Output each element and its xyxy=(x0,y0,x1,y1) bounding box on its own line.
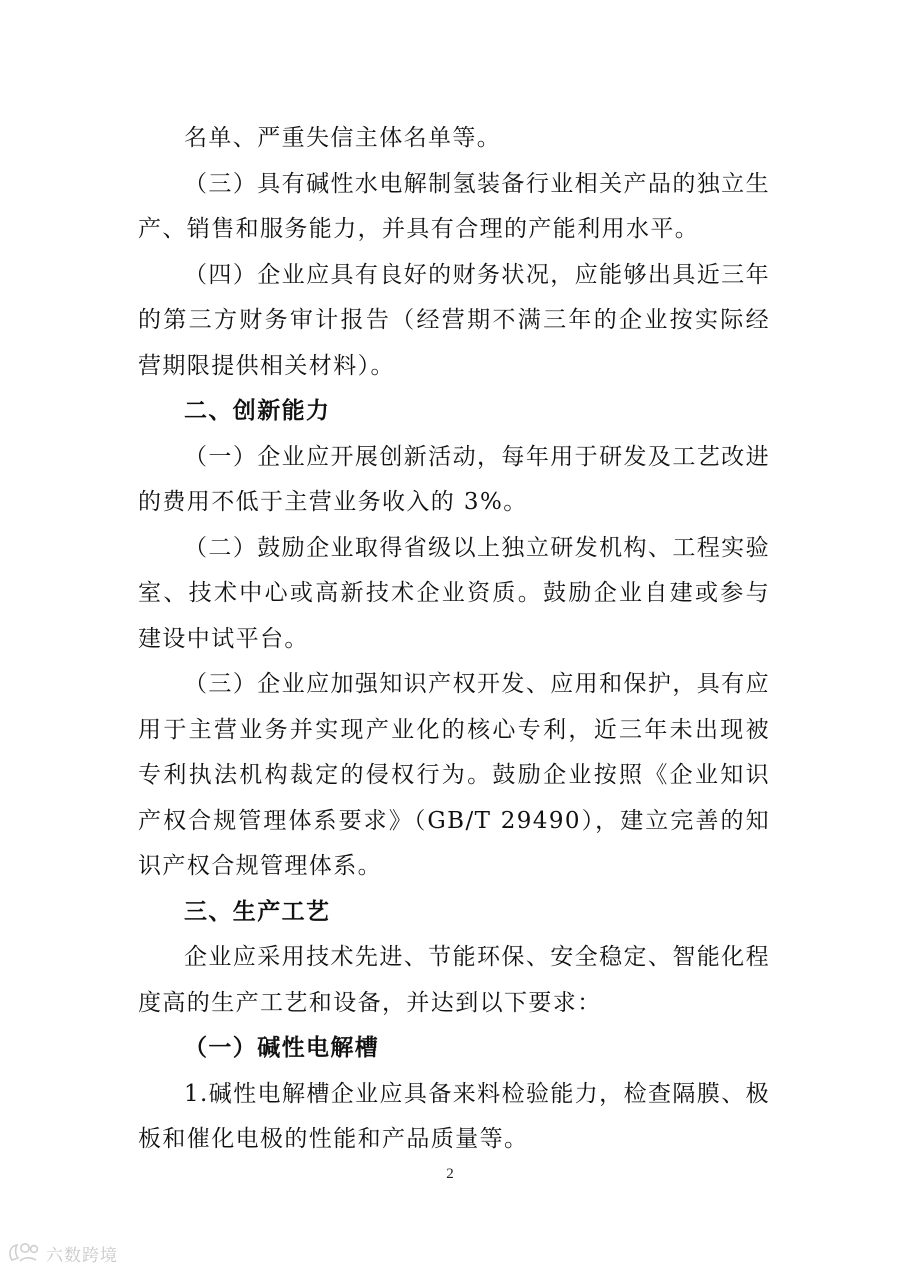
section-heading: 三、生产工艺 xyxy=(184,898,331,925)
subsection-heading: （一）碱性电解槽 xyxy=(184,1035,380,1061)
paragraph: （三）具有碱性水电解制氢装备行业相关产品的独立生产、销售和服务能力，并具有合理的产能利用水平。 xyxy=(138,170,770,242)
watermark-logo-icon xyxy=(6,1240,42,1266)
page-number: 2 xyxy=(446,1166,454,1182)
paragraph: （一）企业应开展创新活动，每年用于研发及工艺改进的费用不低于主营业务收入的 3%。 xyxy=(138,443,770,515)
paragraph: （二）鼓励企业取得省级以上独立研发机构、工程实验室、技术中心或高新技术企业资质。鼓励企业自建或参与建设中试平台。 xyxy=(138,534,770,652)
paragraph: （四）企业应具有良好的财务状况，应能够出具近三年的第三方财务审计报告（经营期不满三年的企业按实际经营期限提供相关材料）。 xyxy=(138,261,770,379)
watermark xyxy=(6,1238,118,1268)
watermark-text: 六数跨境 xyxy=(46,1245,118,1266)
paragraph: 企业应采用技术先进、节能环保、安全稳定、智能化程度高的生产工艺和设备，并达到以下要求： xyxy=(138,944,770,1016)
paragraph: 1.碱性电解槽企业应具备来料检验能力，检查隔膜、极板和催化电极的性能和产品质量等。 xyxy=(138,1080,770,1152)
paragraph-continuation: 名单、严重失信主体名单等。 xyxy=(184,125,502,151)
document-body xyxy=(138,116,770,1163)
paragraph: （三）企业应加强知识产权开发、应用和保护，具有应用于主营业务并实现产业化的核心专利，近三年未出现被专利执法机构裁定的侵权行为。鼓励企业按照《企业知识产权合规管理体系要求》（GB/T 29490），建立完善的知识产权合规管理体系。 xyxy=(138,671,770,879)
section-heading: 二、创新能力 xyxy=(184,398,331,424)
